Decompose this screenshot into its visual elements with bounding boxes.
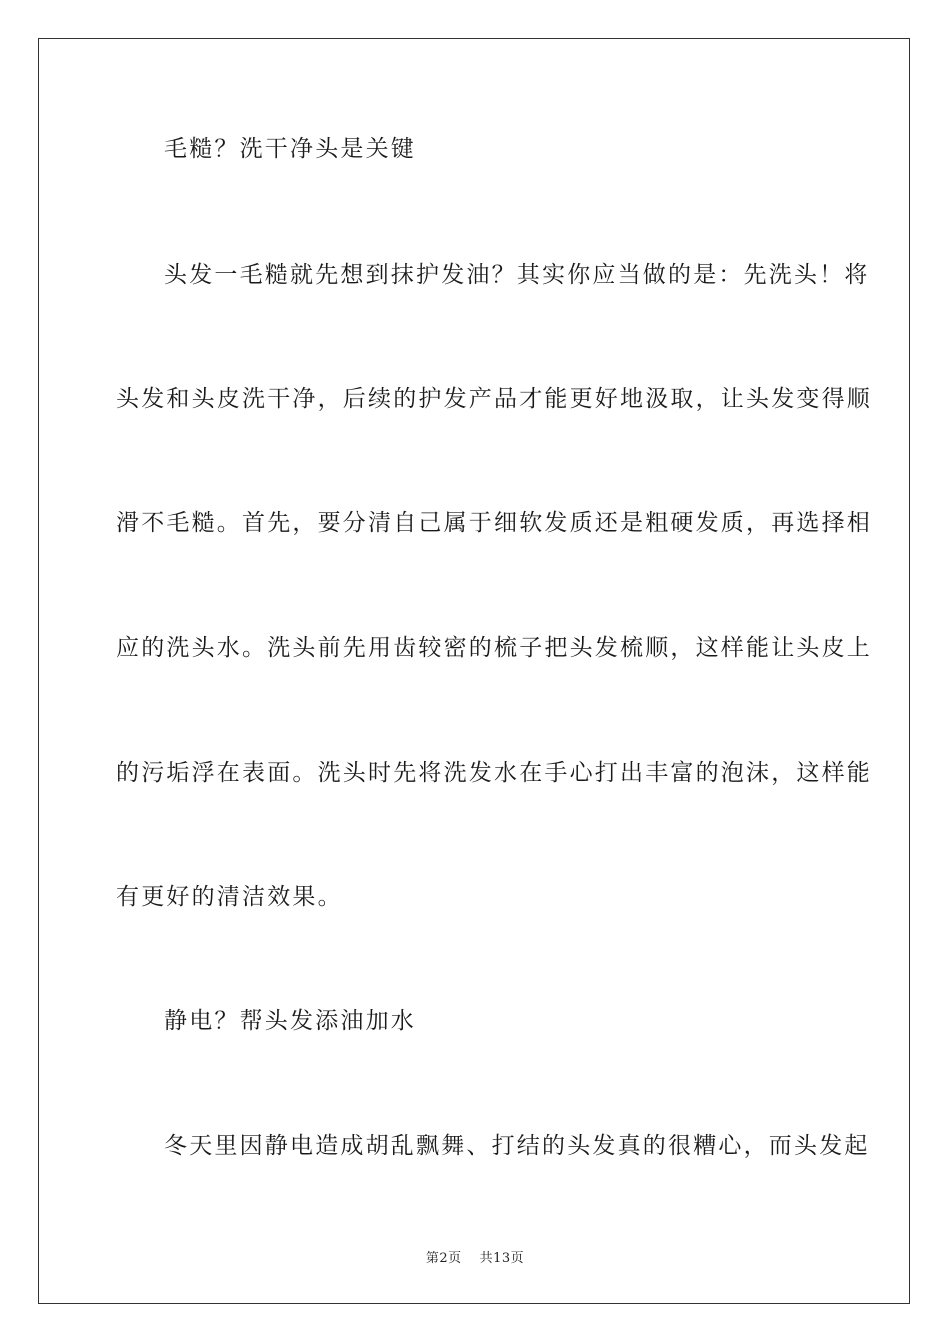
page-total: 共13页 xyxy=(479,1251,525,1266)
paragraph-line: 有更好的清洁效果。 xyxy=(116,884,343,910)
page-footer xyxy=(0,1247,950,1266)
paragraph-line: 滑不毛糙。首先，要分清自己属于细软发质还是粗硬发质，再选择相 xyxy=(116,510,872,536)
page-border xyxy=(38,38,910,1304)
paragraph-line: 头发一毛糙就先想到抹护发油？其实你应当做的是：先洗头！将 xyxy=(164,262,870,288)
paragraph-line: 头发和头皮洗干净，后续的护发产品才能更好地汲取，让头发变得顺 xyxy=(116,386,872,412)
section-heading-static: 静电？帮头发添油加水 xyxy=(164,1008,416,1034)
section-heading-frizz: 毛糙？洗干净头是关键 xyxy=(164,136,416,162)
page-number: 第2页 xyxy=(425,1251,462,1266)
paragraph-line: 的污垢浮在表面。洗头时先将洗发水在手心打出丰富的泡沫，这样能 xyxy=(116,760,872,786)
paragraph-line: 冬天里因静电造成胡乱飘舞、打结的头发真的很糟心，而头发起 xyxy=(164,1133,870,1159)
paragraph-line: 应的洗头水。洗头前先用齿较密的梳子把头发梳顺，这样能让头皮上 xyxy=(116,635,872,661)
